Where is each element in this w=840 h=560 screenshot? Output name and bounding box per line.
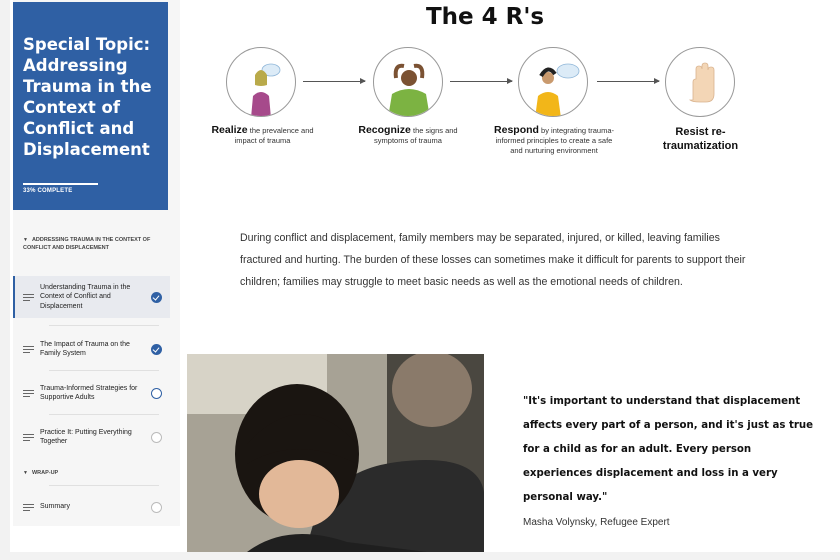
respond-person-icon xyxy=(518,47,588,117)
check-circle-icon xyxy=(151,344,162,355)
section-label: WRAP-UP xyxy=(31,470,59,476)
divider xyxy=(49,325,159,326)
empty-circle-icon xyxy=(151,502,162,513)
caption-text: by integrating trauma-informed principles to create a safe and nurturing environment xyxy=(495,126,614,155)
child-photo xyxy=(187,354,484,552)
caption-keyword: Respond xyxy=(494,124,539,136)
course-sidebar xyxy=(13,0,180,526)
progress-bar xyxy=(23,183,98,185)
lesson-practice-it[interactable] xyxy=(13,416,170,458)
course-title: Special Topic: Addressing Trauma in the Context of Conflict and Displacement xyxy=(23,35,152,159)
caption-resist: Resist re-traumatization xyxy=(662,126,739,152)
caption-keyword: Realize xyxy=(211,124,248,136)
graphic-title: The 4 R's xyxy=(425,4,545,30)
recognize-person-icon xyxy=(373,47,443,117)
progress-circle-icon xyxy=(151,388,162,399)
lesson-label: Understanding Trauma in the Context of Conflict and Displacement xyxy=(40,283,131,310)
caption-respond xyxy=(489,125,619,156)
divider xyxy=(49,414,159,415)
lesson-summary[interactable] xyxy=(13,486,170,528)
lesson-label: The Impact of Trauma on the Family System xyxy=(40,340,130,357)
lesson-label: Trauma-Informed Strategies for Supportive Adults xyxy=(40,384,138,401)
caret-down-icon: ▼ xyxy=(23,470,28,476)
lesson-icon xyxy=(23,388,34,399)
caret-down-icon: ▼ xyxy=(23,237,28,243)
caption-keyword: Recognize xyxy=(358,124,411,136)
divider xyxy=(49,370,159,371)
lesson-icon xyxy=(23,502,34,513)
caption-text: the prevalence and impact of trauma xyxy=(234,126,314,145)
section-toggle-wrap-up[interactable] xyxy=(23,470,163,478)
lesson-icon xyxy=(23,292,34,303)
arrow-right-icon xyxy=(597,81,659,82)
caption-recognize xyxy=(343,125,473,146)
lesson-understanding-trauma[interactable] xyxy=(13,276,170,318)
arrow-right-icon xyxy=(303,81,365,82)
lesson-impact-family[interactable] xyxy=(13,328,170,370)
lesson-icon xyxy=(23,432,34,443)
check-circle-icon xyxy=(151,292,162,303)
raised-hand-icon xyxy=(665,47,735,117)
realize-person-icon xyxy=(226,47,296,117)
quote-attribution: Masha Volynsky, Refugee Expert xyxy=(523,517,670,528)
caption-realize xyxy=(200,125,325,146)
progress-text: 33% COMPLETE xyxy=(23,188,73,194)
lesson-trauma-informed-strategies[interactable] xyxy=(13,372,170,414)
lesson-label: Summary xyxy=(40,503,70,511)
course-header xyxy=(13,2,168,210)
arrow-right-icon xyxy=(450,81,512,82)
section-toggle-addressing-trauma[interactable] xyxy=(23,237,163,252)
empty-circle-icon xyxy=(151,432,162,443)
caption-text: the signs and symptoms of trauma xyxy=(374,126,458,145)
lesson-icon xyxy=(23,344,34,355)
expert-quote: "It's important to understand that displacement affects every part of a person, and it's just as true for a child as for an adult. Every person experiences displacement and loss in a very personal way." xyxy=(523,396,814,503)
body-paragraph: During conflict and displacement, family members may be separated, injured, or killed, leaving families fractured and hurting. The burden of these losses can sometimes make it difficult for parents to support their children; families may struggle to meet basic needs as well as the emotional needs of children. xyxy=(240,232,746,288)
lesson-label: Practice It: Putting Everything Together xyxy=(40,428,132,445)
section-label: ADDRESSING TRAUMA IN THE CONTEXT OF CONFLICT AND DISPLACEMENT xyxy=(23,237,151,251)
